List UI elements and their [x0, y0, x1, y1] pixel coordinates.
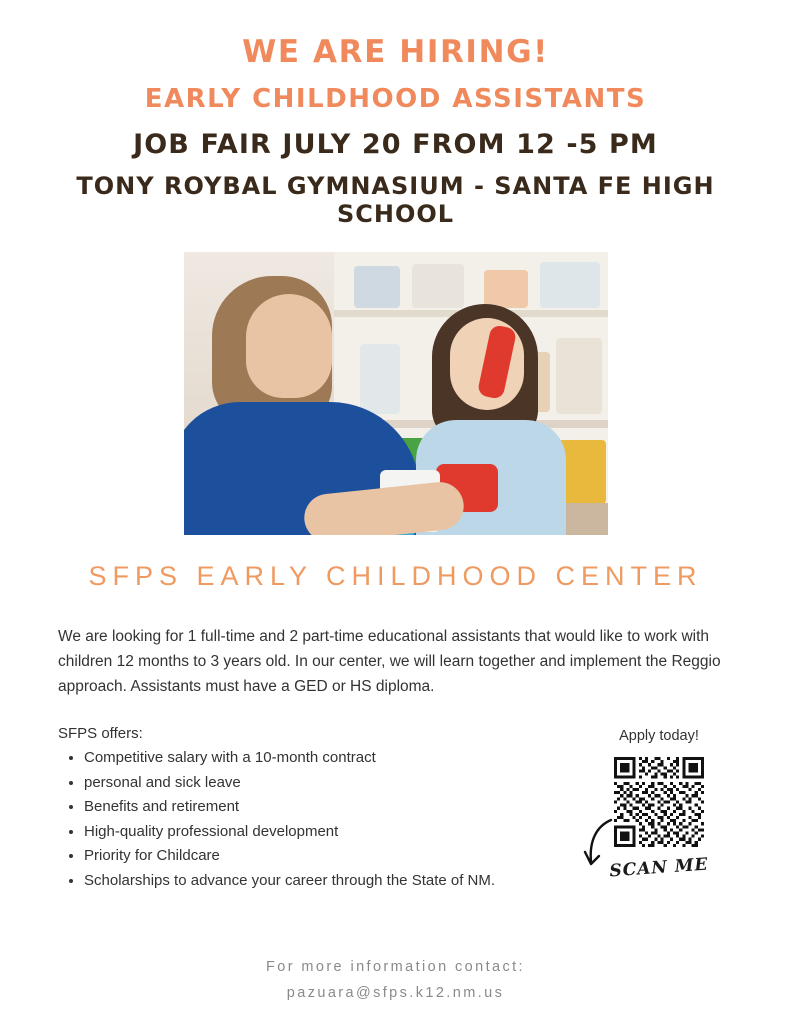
headline-hiring: WE ARE HIRING!	[242, 34, 549, 70]
qr-code[interactable]	[609, 752, 709, 852]
list-item: • Priority for Childcare	[84, 844, 604, 868]
headline-venue: TONY ROYBAL GYMNASIUM - SANTA FE HIGH SCHOOL	[76, 172, 715, 228]
apply-today-label: Apply today!	[619, 728, 699, 744]
offers-list	[58, 746, 604, 893]
qr-block	[579, 728, 739, 882]
list-item: • personal and sick leave	[84, 771, 604, 795]
list-item: • Scholarships to advance your career through the State of NM.	[84, 869, 604, 893]
photo-scene	[184, 252, 608, 535]
headline-block	[44, 34, 747, 228]
headline-role: EARLY CHILDHOOD ASSISTANTS	[144, 84, 647, 114]
photo-adult-face	[246, 294, 332, 398]
photo-bin	[354, 266, 400, 308]
photo-bin	[540, 262, 600, 308]
photo-bin	[360, 344, 400, 414]
list-item: • Competitive salary with a 10-month contract	[84, 746, 604, 770]
footer-contact-line: For more information contact:	[266, 959, 525, 976]
offers-label: SFPS offers:	[58, 725, 143, 743]
headline-jobfair: JOB FAIR JULY 20 FROM 12 -5 PM	[133, 129, 658, 160]
classroom-photo	[184, 252, 608, 535]
footer	[0, 955, 791, 1006]
list-item: • High-quality professional development	[84, 820, 604, 844]
photo-bin	[484, 270, 528, 308]
photo-bin	[556, 338, 602, 414]
list-item: • Benefits and retirement	[84, 795, 604, 819]
scan-me-label: SCAN ME	[608, 854, 710, 882]
intro-paragraph: We are looking for 1 full-time and 2 part-time educational assistants that would like to work with children 12 months to 3 years old. In our center, we will learn together and implement the Reggio approach. Assistants must have a GED or HS diploma.	[58, 628, 721, 696]
qr-code-icon	[614, 757, 704, 847]
photo-bin	[412, 264, 464, 308]
center-name: SFPS EARLY CHILDHOOD CENTER	[88, 561, 703, 591]
footer-email[interactable]: pazuara@sfps.k12.nm.us	[286, 984, 505, 1001]
